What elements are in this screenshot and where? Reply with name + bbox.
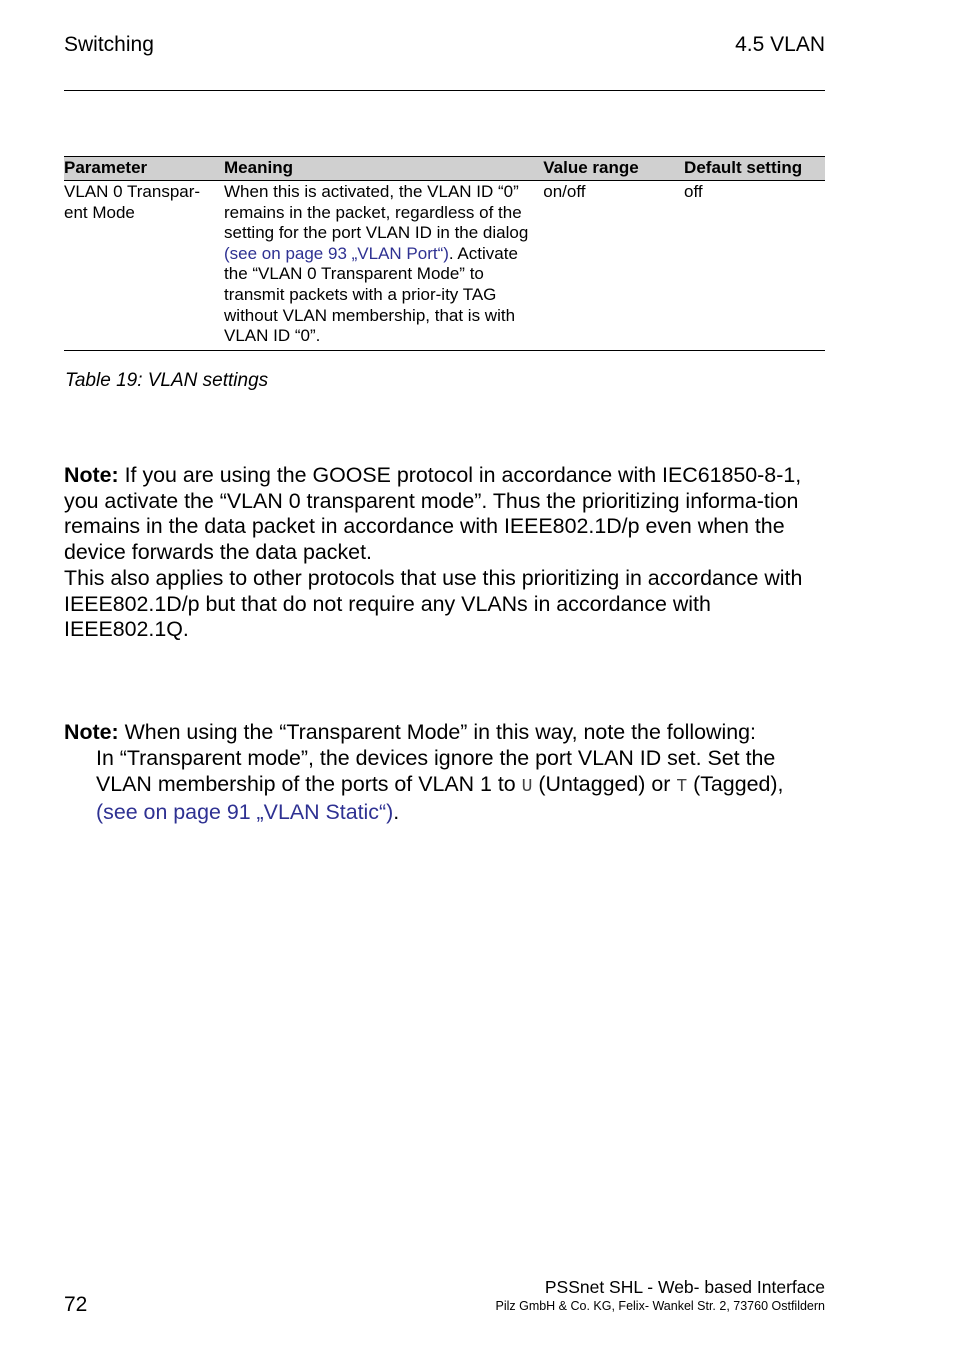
meaning-text: When this is activated, the VLAN ID “0” remains in the packet, regardless of the setting for the port VLAN ID in the dialog	[224, 182, 529, 243]
note-text: When using the “Transparent Mode” in this way, note the following:	[118, 720, 756, 744]
parameter-line-1: VLAN 0 Transpar-	[64, 182, 201, 201]
code-tagged: T	[676, 776, 688, 797]
cell-parameter	[64, 181, 224, 351]
note-end: .	[393, 800, 400, 825]
note-indent-body: In “Transparent mode”, the devices ignore the port VLAN ID set. Set the VLAN membership of the ports of VLAN 1 to	[96, 746, 776, 796]
cell-value-range: on/off	[543, 181, 684, 351]
note-transparent-mode	[64, 720, 834, 746]
cell-default: off	[684, 181, 825, 351]
vlan-settings-table	[64, 156, 825, 351]
vlan-port-link[interactable]: (see on page 93 „VLAN Port“)	[224, 243, 449, 263]
header-chapter: Switching	[64, 33, 154, 56]
header-section: 4.5 VLAN	[735, 33, 825, 56]
cell-meaning	[224, 181, 543, 351]
code-untagged: U	[521, 776, 533, 797]
meaning-text-continued: . Activate the “VLAN 0 Transparent Mode” to transmit packets with a prior-ity TAG without VLAN membership, that is with VLAN ID “0”.	[224, 243, 518, 346]
note-text: If you are using the GOOSE protocol in accordance with IEC61850-8-1, you activate the “VLAN 0 transparent mode”. Thus the prioritizing informa-tion remains in the data packet in accordance with IEEE802.1D/p even when the device forwards the data packet.	[64, 463, 802, 565]
note-goose	[64, 463, 834, 643]
column-header-meaning: Meaning	[224, 157, 543, 181]
note-label: Note:	[64, 720, 119, 744]
note-indented-text	[96, 746, 836, 826]
vlan-static-link[interactable]: (see on page 91 „VLAN Static“)	[96, 800, 394, 825]
footer-title: PSSnet SHL - Web- based Interface	[544, 1277, 825, 1297]
note-after: (Tagged),	[687, 771, 784, 796]
footer-address: Pilz GmbH & Co. KG, Felix- Wankel Str. 2, 73760 Ostfildern	[495, 1299, 825, 1313]
table-row	[64, 181, 825, 351]
column-header-default-setting: Default setting	[684, 157, 825, 181]
header-rule	[64, 90, 825, 91]
column-header-parameter: Parameter	[64, 157, 224, 181]
table-header-row	[64, 157, 825, 181]
note-label: Note:	[64, 463, 119, 487]
table-caption: Table 19: VLAN settings	[65, 370, 269, 391]
note-text-2: This also applies to other protocols that use this prioritizing in accordance with IEEE802.1D/p but that do not require any VLANs in accordance with IEEE802.1Q.	[64, 565, 803, 642]
note-between: (Untagged) or	[532, 771, 677, 796]
parameter-line-2: ent Mode	[64, 202, 135, 222]
column-header-value-range: Value range	[543, 157, 684, 181]
page-number: 72	[64, 1293, 88, 1316]
